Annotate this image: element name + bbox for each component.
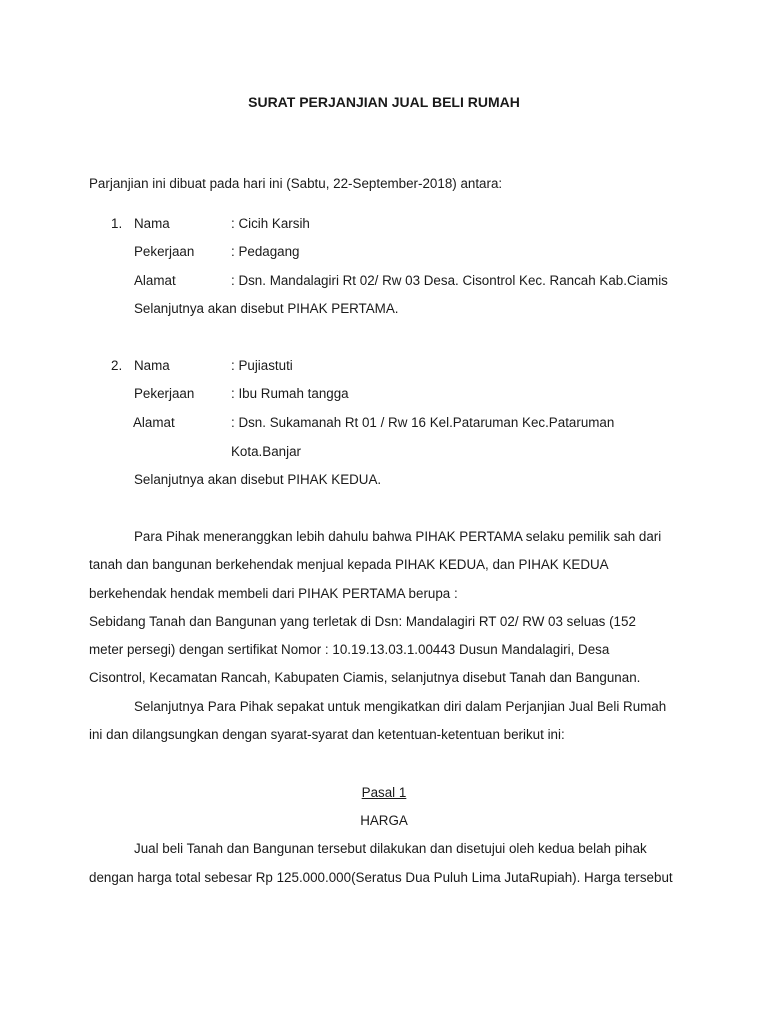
paragraph-2-line-3: Cisontrol, Kecamatan Rancah, Kabupaten Ciamis, selanjutnya disebut Tanah dan Bangunan. bbox=[89, 670, 641, 685]
party-2-designation: Selanjutnya akan disebut PIHAK KEDUA. bbox=[134, 472, 382, 487]
document-title: SURAT PERJANJIAN JUAL BELI RUMAH bbox=[248, 94, 520, 110]
party-1-address-value: : Dsn. Mandalagiri Rt 02/ Rw 03 Desa. Cisontrol Kec. Rancah Kab.Ciamis bbox=[231, 273, 668, 288]
pasal-1-line-2: dengan harga total sebesar Rp 125.000.000(Seratus Dua Puluh Lima JutaRupiah). Harga tersebut bbox=[89, 870, 673, 885]
paragraph-2-line-2: meter persegi) dengan sertifikat Nomor : 10.19.13.03.1.00443 Dusun Mandalagiri, Desa bbox=[89, 642, 610, 657]
party-2-name-value: : Pujiastuti bbox=[231, 358, 293, 373]
paragraph-1-line-1: Para Pihak meneranggkan lebih dahulu bahwa PIHAK PERTAMA selaku pemilik sah dari bbox=[134, 529, 662, 544]
paragraph-1-line-2: tanah dan bangunan berkehendak menjual kepada PIHAK KEDUA, dan PIHAK KEDUA bbox=[89, 557, 609, 572]
party-1-job-value: : Pedagang bbox=[231, 244, 300, 259]
paragraph-2-line-1: Sebidang Tanah dan Bangunan yang terletak di Dsn: Mandalagiri RT 02/ RW 03 seluas (152 bbox=[89, 614, 636, 629]
paragraph-3-line-1: Selanjutnya Para Pihak sepakat untuk mengikatkan diri dalam Perjanjian Jual Beli Rumah bbox=[134, 699, 667, 714]
pasal-1-heading-wrap bbox=[0, 785, 768, 800]
party-2-address-value-line-1: : Dsn. Sukamanah Rt 01 / Rw 16 Kel.Pataruman Kec.Pataruman bbox=[231, 415, 615, 430]
party-2-job-value: : Ibu Rumah tangga bbox=[231, 386, 349, 401]
paragraph-1-line-3: berkehendak hendak membeli dari PIHAK PERTAMA berupa : bbox=[89, 586, 458, 601]
intro-line: Parjanjian ini dibuat pada hari ini (Sabtu, 22-September-2018) antara: bbox=[89, 176, 503, 191]
party-2-address-label: Alamat bbox=[133, 415, 175, 430]
party-2-number: 2. bbox=[111, 358, 123, 373]
party-2-address-value-line-2: Kota.Banjar bbox=[231, 444, 301, 459]
pasal-1-subheading: HARGA bbox=[360, 813, 408, 828]
party-1-number: 1. bbox=[111, 216, 123, 231]
party-1-designation: Selanjutnya akan disebut PIHAK PERTAMA. bbox=[134, 301, 399, 316]
party-1-job-label: Pekerjaan bbox=[134, 244, 195, 259]
party-2-job-label: Pekerjaan bbox=[134, 386, 195, 401]
party-1-name-value: : Cicih Karsih bbox=[231, 216, 310, 231]
party-2-name-label: Nama bbox=[134, 358, 170, 373]
pasal-1-line-1: Jual beli Tanah dan Bangunan tersebut dilakukan dan disetujui oleh kedua belah pihak bbox=[134, 841, 647, 856]
pasal-1-heading: Pasal 1 bbox=[361, 785, 407, 800]
party-1-address-label: Alamat bbox=[134, 273, 176, 288]
paragraph-3-line-2: ini dan dilangsungkan dengan syarat-syarat dan ketentuan-ketentuan berikut ini: bbox=[89, 727, 565, 742]
party-1-name-label: Nama bbox=[134, 216, 170, 231]
